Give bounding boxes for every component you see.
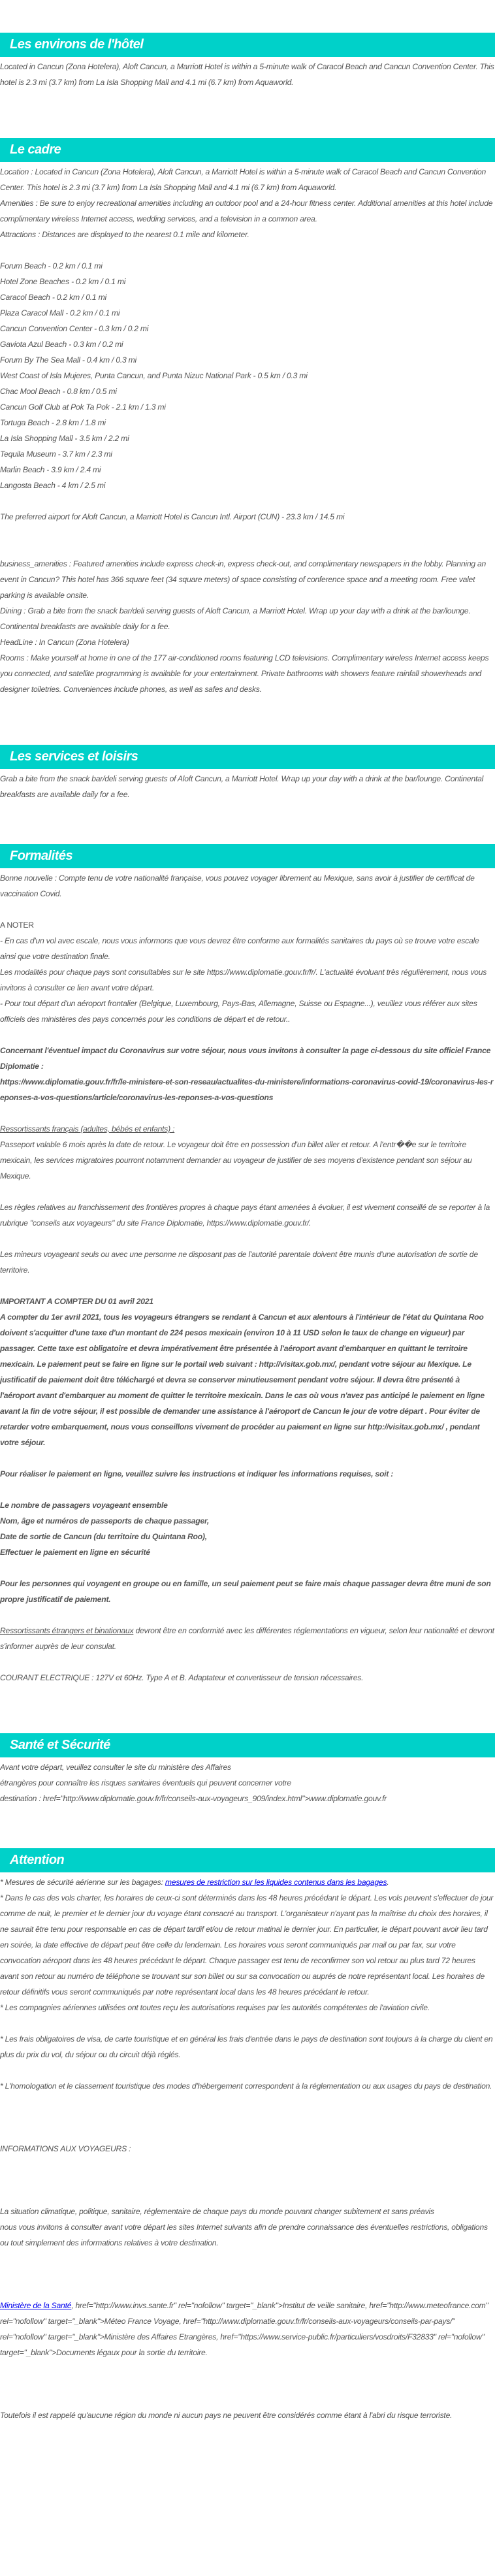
list-item: Nom, âge et numéros de passeports de chaque passager, [0,1516,209,1525]
etrangers-label: Ressortissants étrangers et binationaux [0,1626,134,1635]
mesures-prefix: * Mesures de sécurité aérienne sur les bagages: [0,1878,165,1887]
list-item: Le nombre de passagers voyageant ensemble [0,1501,168,1510]
business-amenities-text: business_amenities : Featured amenities include express check-in, express check-out, and complimentary newspapers in the lobby. Planning an event in Cancun? This hotel has 366 square feet (34 square meters) of space consisting of conference space and a meeting room. Free valet parking is available onsite. [0,559,487,600]
list-item: Plaza Caracol Mall - 0.2 km / 0.1 mi [0,308,120,318]
section-cadre [0,138,495,697]
attractions-list [0,258,495,493]
passeport-text: Passeport valable 6 mois après la date de retour. Le voyageur doit être en possession d'un billet aller et retour. A l'entr��e sur le territoire mexicain, les services migratoires pourront notamment demander au voyageur de justifier de ses moyens d'existence pendant son séjour au Mexique. [0,1140,472,1181]
links-text [0,2298,495,2360]
section-title: Formalités [0,844,495,868]
dining-text: Dining : Grab a bite from the snack bar/deli serving guests of Aloft Cancun, a Marriott Hotel. Wrap up your day with a drink at the bar/lounge. Continental breakfasts are available daily for a fee. [0,606,471,631]
coronavirus-text: Concernant l'éventuel impact du Coronavirus sur votre séjour, nous vous invitons à consulter la page ci-dessous du site officiel France Diplomatie : [0,1046,491,1071]
sante-line: étrangères pour connaître les risques sanitaires éventuels qui peuvent concerner votre [0,1778,291,1787]
ressortissants-heading: Ressortissants français (adultes, bébés et enfants) : [0,1124,175,1133]
section-body [0,1872,495,2423]
sante-line: Avant votre départ, veuillez consulter le site du ministère des Affaires [0,1763,231,1772]
homologation-text: * L'homologation et le classement touristique des modes d'hébergement correspondent à la réglementation ou aux usages du pays de destination. [0,2081,492,2091]
attractions-intro: Attractions : Distances are displayed to the nearest 0.1 mile and kilometer. [0,230,249,239]
groupe-text: Pour les personnes qui voyagent en groupe ou en famille, un seul paiement peut se faire mais chaque passager devra être muni de son propre justificatif de paiement. [0,1579,491,1604]
list-item: Hotel Zone Beaches - 0.2 km / 0.1 mi [0,277,126,286]
section-environs [0,33,495,90]
list-item: Date de sortie de Cancun (du territoire du Quintana Roo), [0,1532,207,1541]
sante-line: destination : href="http://www.diplomatie.gouv.fr/fr/conseils-aux-voyageurs_909/index.html">www.diplomatie.gouv.fr [0,1794,387,1803]
section-title: Le cadre [0,138,495,162]
section-body [0,57,495,90]
section-attention [0,1848,495,2423]
list-item: Caracol Beach - 0.2 km / 0.1 mi [0,293,106,302]
modalites-text: Les modalités pour chaque pays sont consultables sur le site https://www.diplomatie.gouv.fr/fr/. L'actualité évoluant très régulièrement, nous vous invitons à consulter ce lien avant votre départ. [0,968,487,992]
section-sante [0,1733,495,1806]
mesures-text [0,1874,495,1890]
list-item: Tortuga Beach - 2.8 km / 1.8 mi [0,418,106,427]
charter-text: * Dans le cas des vols charter, les horaires de ceux-ci sont déterminés dans les 48 heures précédant le départ. Les vols peuvent s'effectuer de jour comme de nuit, le premier et le dernier jour du voyage étant consacré au transport. L'organisateur n'ayant pas la maîtrise du choix des horaires, il ne saurait être tenu pour responsable en cas de départ tardif et/ou de retour matinal le dernier jour. En particulier, le départ pouvant avoir lieu tard en soirée, la date effective de départ peut être celle du lendemain. Les horaires vous seront communiqués par mail ou par fax, sur votre convocation aéroport dans les 48 heures précédant le départ. Chaque passager est tenu de reconfirmer son vol retour au plus tard 72 heures avant son retour au numéro de téléphone se trouvant sur son billet ou sur sa convocation ou auprés de notre représentant local. Les horaires de retour définitifs vous seront communiqués par notre représentant local dans les 48 heures précédant le retour. [0,1893,494,1997]
mineurs-text: Les mineurs voyageant seuls ou avec une personne ne disposant pas de l'autorité parentale doivent être munis d'une autorisation de sortie de territoire. [0,1250,478,1275]
bonne-nouvelle-text: Bonne nouvelle : Compte tenu de votre nationalité française, vous pouvez voyager librement au Mexique, sans avoir à justifier de certificat de vaccination Covid. [0,873,475,898]
section-body [0,769,495,802]
mesures-suffix: . [387,1878,389,1887]
situation-text: La situation climatique, politique, sanitaire, réglementaire de chaque pays du monde pouvant changer subitement et sans préavis [0,2207,434,2216]
section-body [0,162,495,697]
section-title: Les services et loisirs [0,745,495,769]
etrangers-text [0,1623,495,1654]
list-item: Cancun Golf Club at Pok Ta Pok - 2.1 km / 1.3 mi [0,402,166,412]
list-item: Cancun Convention Center - 0.3 km / 0.2 mi [0,324,149,333]
list-item: Marlin Beach - 3.9 km / 2.4 mi [0,465,101,474]
courant-text: COURANT ELECTRIQUE : 127V et 60Hz. Type A et B. Adaptateur et convertisseur de tension nécessaires. [0,1673,364,1682]
situation-text-2: nous vous invitons à consulter avant votre départ les sites Internet suivants afin de prendre connaissance des éventuelles restrictions, obligations ou tout simplement des informations relatives à votre destination. [0,2223,488,2247]
list-item: Forum Beach - 0.2 km / 0.1 mi [0,261,103,270]
list-item: Langosta Beach - 4 km / 2.5 mi [0,481,106,490]
frais-text: * Les frais obligatoires de visa, de carte touristique et en général les frais d'entrée dans le pays de destination sont toujours à la charge du client en plus du prix du vol, du séjour ou du circuit déjà réglés. [0,2034,493,2059]
coronavirus-url: https://www.diplomatie.gouv.fr/fr/le-ministere-et-son-reseau/actualites-du-ministere/informations-coronavirus-covid-19/coronavirus-les-reponses-a-vos-questions/article/coronavirus-les-reponses-a-vos-questions [0,1077,494,1102]
list-item: Effectuer le paiement en ligne en sécurité [0,1548,150,1557]
section-body [0,868,495,1686]
section-services [0,745,495,802]
section-body [0,1757,495,1806]
section-title: Santé et Sécurité [0,1733,495,1757]
ministere-sante-link[interactable]: Ministère de la Santé [0,2301,72,2310]
airport-text: The preferred airport for Aloft Cancun, a Marriott Hotel is Cancun Intl. Airport (CUN) - 23.3 km / 14.5 mi [0,512,345,521]
list-item: Tequila Museum - 3.7 km / 2.3 mi [0,449,112,459]
list-item: La Isla Shopping Mall - 3.5 km / 2.2 mi [0,434,129,443]
links-body: , href="http://www.invs.sante.fr" rel="nofollow" target="_blank">Institut de veille sanitaire, href="http://www.meteofrance.com" rel="nofollow" target="_blank">Méteo France Voyage, href="http://www.diplomatie.gouv.fr/fr/conseils-aux-voyageurs/conseils-par-pays/" rel="nofollow" target="_blank">Ministère des Affaires Etrangères, href="https://www.service-public.fr/particuliers/vosdroits/F32833" rel="nofollow" target="_blank">Documents légaux pour la sortie du territoire. [0,2301,488,2357]
escale-text: - En cas d'un vol avec escale, nous vous informons que vous devrez être conforme aux formalités sanitaires du pays où se trouve votre escale ainsi que votre destination finale. [0,936,479,961]
location-text: Location : Located in Cancun (Zona Hotelera), Aloft Cancun, a Marriott Hotel is within a 5-minute walk of Caracol Beach and Cancun Convention Center. This hotel is 2.3 mi (3.7 km) from La Isla Shopping Mall and 4.1 mi (6.7 km) from Aquaworld. [0,167,487,192]
terroriste-text: Toutefois il est rappelé qu'aucune région du monde ni aucun pays ne peuvent être considérés comme étant à l'abri du risque terroriste. [0,2411,453,2420]
important-text: A compter du 1er avril 2021, tous les voyageurs étrangers se rendant à Cancun et aux alentours à l'intérieur de l'état du Quintana Roo doivent s'acquitter d'une taxe d'un montant de 224 pesos mexicain (environ 10 à 11 USD selon le taux de change en vigueur) par passager. Cette taxe est obligatoire et devra impérativement être présentée à l'aéroport avant d'embarquer en quittant le territoire mexicain. Le paiement peut se faire en ligne sur le portail web suivant : http://visitax.gob.mx/, pendant votre séjour au Mexique. Le justificatif de paiement doit être téléchargé et devra se conserver minutieusement pendant votre séjour. Il devra être présenté à l'aéroport avant d'embarquer au moment de quitter le territoire mexicain. Dans le cas où vous n'avez pas anticipé le paiement en ligne avant la fin de votre séjour, il est possible de demander une assistance à l'aéroport de Cancun le jour de votre départ . Pour éviter de retarder votre embarquement, nous vous conseillons vivement de procéder au paiement en ligne sur http://visitax.gob.mx/ , pendant votre séjour. [0,1312,485,1447]
important-heading: IMPORTANT A COMPTER DU 01 avril 2021 [0,1297,153,1306]
environs-text: Located in Cancun (Zona Hotelera), Aloft Cancun, a Marriott Hotel is within a 5-minute walk of Caracol Beach and Cancun Convention Center. This hotel is 2.3 mi (3.7 km) from La Isla Shopping Mall and 4.1 mi (6.7 km) from Aquaworld. [0,62,494,87]
compagnies-text: * Les compagnies aériennes utilisées ont toutes reçu les autorisations requises par les autorités compétentes de l'aviation civile. [0,2003,430,2012]
a-noter-heading: A NOTER [0,921,34,930]
list-item: West Coast of Isla Mujeres, Punta Cancun, and Punta Nizuc National Park - 0.5 km / 0.3 mi [0,371,308,380]
informations-heading: INFORMATIONS AUX VOYAGEURS : [0,2144,131,2153]
section-title: Attention [0,1848,495,1872]
list-item: Forum By The Sea Mall - 0.4 km / 0.3 mi [0,355,137,365]
section-formalites [0,844,495,1686]
etrangers-body: devront être en conformité avec les différentes réglementations en vigueur, selon leur nationalité et devront s'informer auprès de leur consulat. [0,1626,494,1651]
rooms-text: Rooms : Make yourself at home in one of the 177 air-conditioned rooms featuring LCD televisions. Complimentary wireless Internet access keeps you connected, and satellite programming is available for your entertainment. Private bathrooms with showers feature rainfall showerheads and designer toiletries. Conveniences include phones, as well as safes and desks. [0,653,489,694]
paiement-intro: Pour réaliser le paiement en ligne, veuillez suivre les instructions et indiquer les informations requises, soit : [0,1469,394,1478]
amenities-text: Amenities : Be sure to enjoy recreational amenities including an outdoor pool and a 24-hour fitness center. Additional amenities at this hotel include complimentary wireless Internet access, wedding services, and a television in a common area. [0,199,493,223]
headline-text: HeadLine : In Cancun (Zona Hotelera) [0,638,129,647]
services-text: Grab a bite from the snack bar/deli serving guests of Aloft Cancun, a Marriott Hotel. Wrap up your day with a drink at the bar/lounge. Continental breakfasts are available daily for a fee. [0,774,484,799]
list-item: Chac Mool Beach - 0.8 km / 0.5 mi [0,387,117,396]
regles-text: Les règles relatives au franchissement des frontières propres à chaque pays étant amenées à évoluer, il est vivement conseillé de se reporter à la rubrique "conseils aux voyageurs" du site France Diplomatie, https://www.diplomatie.gouv.fr/. [0,1203,490,1228]
liquides-restriction-link[interactable]: mesures de restriction sur les liquides contenus dans les bagages [165,1878,387,1887]
frontalier-text: - Pour tout départ d'un aéroport frontalier (Belgique, Luxembourg, Pays-Bas, Allemagne, Suisse ou Espagne...), veuillez vous référer aux sites officiels des ministères des pays concernés pour les conditions de départ et de retour.. [0,999,477,1024]
section-title: Les environs de l'hôtel [0,33,495,57]
list-item: Gaviota Azul Beach - 0.3 km / 0.2 mi [0,340,123,349]
paiement-list [0,1497,495,1560]
